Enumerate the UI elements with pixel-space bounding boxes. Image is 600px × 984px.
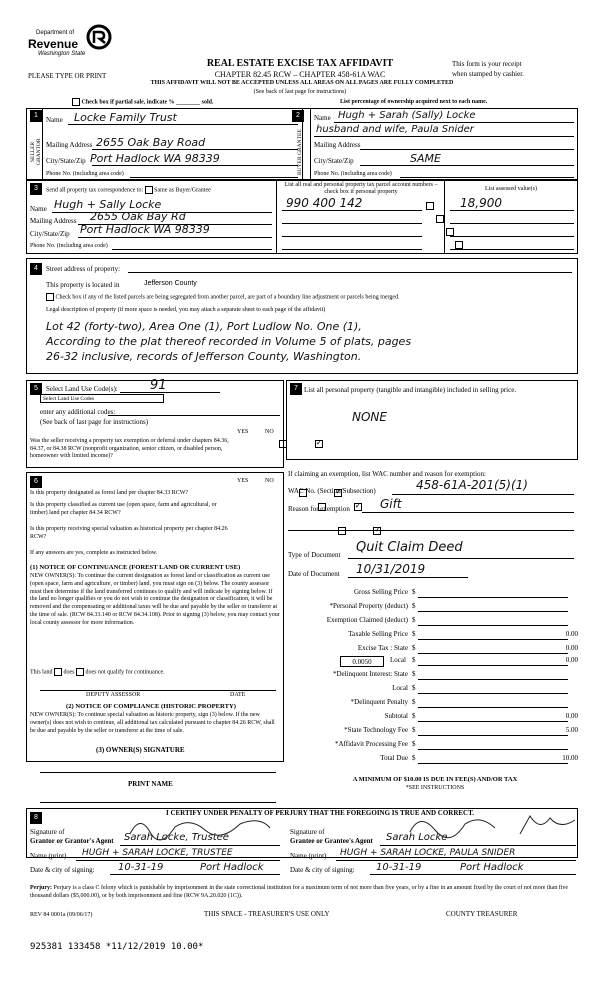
doc-date-label: Date of Document xyxy=(288,570,340,578)
qualify-row xyxy=(30,668,165,676)
assessed-value-1[interactable]: 18,900 xyxy=(460,196,502,210)
correspondence-row xyxy=(46,186,211,194)
taxable-selling-value: 0.00 xyxy=(565,630,578,638)
parcel-2-personal-checkbox[interactable] xyxy=(436,215,444,223)
ownership-list-label: List percentage of ownership acquired next to each name. xyxy=(340,99,488,105)
sec6-no-header: NO xyxy=(265,478,274,484)
location-county: Jefferson County xyxy=(144,280,197,287)
location-label: This property is located in xyxy=(46,281,120,289)
historic-no-checkbox[interactable] xyxy=(373,527,381,535)
logo-emblem-icon xyxy=(86,24,112,50)
parcels-header: List all real and personal property tax parcel account numbers – check box if personal property xyxy=(284,182,438,195)
section-2-number: 2 xyxy=(292,110,304,122)
delinquent-penalty-row: *Delinquent Penalty $ xyxy=(288,698,578,710)
local-label: Local xyxy=(390,656,406,664)
tech-fee-row: *State Technology Fee $ 5.00 xyxy=(344,726,578,734)
grantor-agent-signature[interactable]: Sarah Locke, Trustee xyxy=(124,832,229,843)
notice-continuance-body: NEW OWNER(S): To continue the current designation as forest land or classification as current use (open space, farm and agriculture, or timber) land, you must sign on (3) below. The county assessor must then determine if the land transferred continues to qualify and will indicate by signing below. If the land no longer qualifies or you do not wish to continue the designation or classification, it will be removed and the compensating or additional taxes will be due and payable by the seller or transferor at the time of sale. (RCW 84.33.140 or RCW 84.34.108). Prior to signing (3) below, you may contact your local county assessor for more information. xyxy=(30,573,280,626)
doc-date[interactable]: 10/31/2019 xyxy=(356,562,426,576)
parcel-1[interactable]: 990 400 142 xyxy=(286,196,363,210)
perjury-text: Perjury is a class C felony which is punishable by imprisonment in the state correctional institution for a maximum term of not more than five years, or by a fine in an amount fixed by the court of not more than five thousand dollars ($5,000.00), or by both imprisonment and fine (RCW 9A.20.020 (1C)). xyxy=(30,885,569,899)
delinquent-local-row: Local $ xyxy=(288,684,578,696)
forest-question: Is this property designated as forest land per chapter 84.33 RCW? xyxy=(30,490,189,496)
if-yes-note: If any answers are yes, complete as instructed below. xyxy=(30,550,158,556)
grantee-print-name[interactable]: HUGH + SARAH LOCKE, PAULA SNIDER xyxy=(340,848,516,858)
corr-mailing-label: Mailing Address xyxy=(30,217,77,225)
historic-yes-checkbox[interactable] xyxy=(338,527,346,535)
buyer-phone-label: Phone No. (including area code) xyxy=(314,171,392,177)
same-as-buyer-checkbox[interactable] xyxy=(145,186,153,194)
does-label: does xyxy=(63,669,75,676)
form-notice: THIS AFFIDAVIT WILL NOT BE ACCEPTED UNLESS ALL AREAS ON ALL PAGES ARE FULLY COMPLETED xyxy=(150,80,454,86)
county-treasurer: COUNTY TREASURER xyxy=(446,910,518,918)
wac-number[interactable]: 458-61A-201(5)(1) xyxy=(416,478,528,492)
seller-side-label: SELLER GRANTOR xyxy=(30,138,42,166)
land-use-select[interactable] xyxy=(40,394,164,403)
grantee-date[interactable]: 10-31-19 xyxy=(376,862,422,873)
this-land-label: This land xyxy=(30,669,53,676)
excise-state-value: 0.00 xyxy=(565,644,578,652)
grantee-date-city-label: Date & city of signing: xyxy=(290,866,355,874)
wac-label: WAC No. (Section/Subsection) xyxy=(288,487,376,495)
land-use-label: Select Land Use Code(s): xyxy=(46,385,118,393)
delinquent-interest-label: *Delinquent Interest: State xyxy=(332,670,408,678)
excise-state-row: Excise Tax : State $ 0.00 xyxy=(357,644,578,652)
does-not-checkbox[interactable] xyxy=(76,668,84,676)
tech-fee-label: *State Technology Fee xyxy=(344,726,408,734)
corr-mailing[interactable]: 2655 Oak Bay Rd xyxy=(90,210,186,223)
corr-name-label: Name xyxy=(30,205,47,213)
local-value: 0.00 xyxy=(565,656,578,664)
buyer-mailing-label: Mailing Address xyxy=(314,141,361,149)
same-as-buyer-label: Same as Buyer/Grantee xyxy=(154,187,211,194)
receipt-line2: when stamped by cashier. xyxy=(452,70,524,78)
grantee-city[interactable]: Port Hadlock xyxy=(460,862,524,873)
deputy-assessor-label: DEPUTY ASSESSOR xyxy=(86,692,141,698)
street-address-label: Street address of property: xyxy=(46,265,121,273)
owner-signature-label: (3) OWNER(S) SIGNATURE xyxy=(96,746,185,754)
grantor-print-name[interactable]: HUGH + SARAH LOCKE, TRUSTEE xyxy=(82,848,233,858)
dor-logo xyxy=(26,22,116,64)
legal-description-label: Legal description of property (if more space is needed, you may attach a separate sheet to each page of the affidavit) xyxy=(46,307,326,313)
delinquent-penalty-label: *Delinquent Penalty xyxy=(350,698,408,706)
treasurer-space: THIS SPACE - TREASURER'S USE ONLY xyxy=(204,910,330,918)
personal-property[interactable]: NONE xyxy=(352,410,387,424)
legal-description-line1[interactable]: Lot 42 (forty-two), Area One (1), Port Ludlow No. One (1), xyxy=(46,320,362,333)
subtotal-row: Subtotal $ 0.00 xyxy=(384,712,578,720)
grantee-agent-label: Grantee or Grantee's Agent xyxy=(290,837,373,845)
segregated-label: Check box if any of the listed parcels are being segregated from another parcel, are part of a boundary line adjustment or parcels being merged. xyxy=(55,294,400,301)
section-3-number: 3 xyxy=(30,183,42,195)
deputy-date-label: DATE xyxy=(230,692,246,698)
sec6-yes-header: YES xyxy=(237,478,249,484)
form-instructions: (See back of last page for instructions) xyxy=(253,89,347,95)
local-rate: 0.0050 xyxy=(352,658,372,666)
grantor-city[interactable]: Port Hadlock xyxy=(200,862,264,873)
certify-statement: I CERTIFY UNDER PENALTY OF PERJURY THAT THE FOREGOING IS TRUE AND CORRECT. xyxy=(165,809,474,817)
grantee-name-label: Name (print) xyxy=(290,852,327,860)
see-instructions-note: *SEE INSTRUCTIONS xyxy=(405,785,465,791)
buyer-name-label: Name xyxy=(314,114,331,122)
gross-selling-row: Gross Selling Price $ xyxy=(288,588,578,600)
segregated-row xyxy=(46,293,400,301)
exemption-question: Was the seller receiving a property tax exemption or deferral under chapters 84.36, 84.37, or 84.38 RCW (nonprofit organization, senior citizen, or disabled person, homeowner with limited income)? xyxy=(30,438,229,459)
notice-compliance-body: NEW OWNER(S): To continue special valuation as historic property, sign (3) below. If the new owner(s) does not wish to continue, all additional tax calculated pursuant to chapter 84.26 RCW, shall be due and payable by the seller or transferor at the time of sale. xyxy=(30,712,275,734)
partial-sale-row xyxy=(72,98,214,106)
taxable-selling-label: Taxable Selling Price xyxy=(348,630,408,638)
perjury-bold: Perjury: xyxy=(30,885,52,891)
doc-type[interactable]: Quit Claim Deed xyxy=(356,540,463,555)
gross-selling-label: Gross Selling Price xyxy=(353,588,408,596)
type-or-print: PLEASE TYPE OR PRINT xyxy=(28,72,107,80)
total-due-row: Total Due $ 10.00 xyxy=(380,754,578,762)
section-5-number: 5 xyxy=(30,383,42,395)
current-use-question: Is this property classified as current use (open space, farm and agricultural, or timber) land per chapter 84.34 RCW? xyxy=(30,502,217,516)
seller-name-label: Name xyxy=(46,116,63,124)
delinquent-local-label: Local xyxy=(392,684,408,692)
minimum-fee-note: A MINIMUM OF $10.00 IS DUE IN FEE(S) AND/OR TAX xyxy=(352,776,518,783)
legal-description-line3[interactable]: 26-32 inclusive, records of Jefferson County, Washington. xyxy=(46,350,362,363)
tech-fee-value: 5.00 xyxy=(565,726,578,734)
seller-mailing-label: Mailing Address xyxy=(46,141,93,149)
partial-sale-label: Check box if partial sale, indicate % ________ sold. xyxy=(81,99,214,106)
current-use-no-checkbox[interactable] xyxy=(354,503,362,511)
notice-compliance-title: (2) NOTICE OF COMPLIANCE (HISTORIC PROPERTY) xyxy=(66,703,236,710)
treasurer-stamp: 925381 133458 *11/12/2019 10.00* xyxy=(30,942,204,952)
personal-property-row: *Personal Property (deduct) $ xyxy=(288,602,578,614)
form-title: REAL ESTATE EXCISE TAX AFFIDAVIT xyxy=(206,58,394,69)
reason-label: Reason for exemption xyxy=(288,505,350,513)
delinquent-interest-row: *Delinquent Interest: State $ xyxy=(288,670,578,682)
taxable-selling-row: Taxable Selling Price $ 0.00 xyxy=(348,630,578,638)
buyer-name-line2[interactable]: husband and wife, Paula Snider xyxy=(316,124,474,135)
logo-state-text: Washington State xyxy=(38,51,86,57)
seller-city[interactable]: Port Hadlock WA 98339 xyxy=(90,152,220,165)
grantor-agent-label: Grantor or Grantor's Agent xyxy=(30,837,114,845)
seller-phone-label: Phone No. (including area code) xyxy=(46,171,124,177)
corr-phone-label: Phone No. (including area code) xyxy=(30,243,108,249)
personal-property-deduct-label: *Personal Property (deduct) xyxy=(329,602,408,610)
partial-sale-checkbox[interactable] xyxy=(72,98,80,106)
receipt-line1: This form is your receipt xyxy=(452,60,522,68)
grantee-sig-label: Signature of xyxy=(290,828,325,836)
excise-state-label: Excise Tax : State xyxy=(357,644,408,652)
seller-mailing[interactable]: 2655 Oak Bay Road xyxy=(96,136,206,149)
exemption-reason[interactable]: Gift xyxy=(380,497,402,511)
land-use-code[interactable]: 91 xyxy=(150,378,167,393)
seller-name[interactable]: Locke Family Trust xyxy=(74,111,177,124)
legal-description-line2[interactable]: According to the plat thereof recorded in Volume 5 of plats, pages xyxy=(46,335,412,348)
subtotal-value: 0.00 xyxy=(565,712,578,720)
subtotal-label: Subtotal xyxy=(384,712,408,720)
affidavit-fee-row: *Affidavit Processing Fee $ xyxy=(288,740,578,752)
section-4-number: 4 xyxy=(30,263,42,275)
buyer-city[interactable]: SAME xyxy=(410,152,441,165)
buyer-side-label: BUYER GRANTEE xyxy=(297,129,303,175)
logo-revenue-text: Revenue xyxy=(28,37,79,51)
excise-local-row: 0.0050 Local $ 0.00 xyxy=(288,656,578,668)
total-due-label: Total Due xyxy=(380,754,408,762)
assessed-header: List assessed value(s) xyxy=(485,186,537,192)
does-not-label: does not qualify for continuance. xyxy=(85,669,165,676)
grantee-agent-signature[interactable]: Sarah Locke xyxy=(386,832,448,843)
section-8-number: 8 xyxy=(30,812,42,824)
corr-city-label: City/State/Zip xyxy=(30,230,70,238)
notice-continuance-title: (1) NOTICE OF CONTINUANCE (FOREST LAND OR CURRENT USE) xyxy=(30,564,241,571)
section-1-number: 1 xyxy=(30,110,42,122)
form-revision: REV 84 0001a (09/06/17) xyxy=(30,912,93,918)
does-checkbox[interactable] xyxy=(54,668,62,676)
see-back-label: (See back of last page for instructions) xyxy=(40,418,149,426)
affidavit-fee-label: *Affidavit Processing Fee xyxy=(335,740,408,748)
buyer-name[interactable]: Hugh + Sarah (Sally) Locke xyxy=(338,110,476,121)
buyer-city-label: City/State/Zip xyxy=(314,157,354,165)
doc-type-label: Type of Document xyxy=(288,551,341,559)
segregated-checkbox[interactable] xyxy=(46,293,54,301)
exemption-claimed-label: Exemption Claimed (deduct) xyxy=(326,616,408,624)
additional-codes-label: enter any additional codes: xyxy=(40,408,116,416)
historic-question: Is this property receiving special valuation as historical property per chapter 84.26 RCW? xyxy=(30,526,228,540)
exemption-claim-label: If claiming an exemption, list WAC number and reason for exemption: xyxy=(288,470,486,478)
grantor-sig-label: Signature of xyxy=(30,828,65,836)
sec5-yes-header: YES xyxy=(237,429,249,435)
exemption-claimed-row: Exemption Claimed (deduct) $ xyxy=(288,616,578,628)
corr-name[interactable]: Hugh + Sally Locke xyxy=(54,198,162,211)
grantor-date-city-label: Date & city of signing: xyxy=(30,866,95,874)
section-6-number: 6 xyxy=(30,476,42,488)
total-due-value: 10.00 xyxy=(562,754,578,762)
sec5-no-header: NO xyxy=(265,429,274,435)
print-name-label: PRINT NAME xyxy=(128,780,173,788)
signature-scribbles xyxy=(120,812,580,842)
perjury-statement xyxy=(30,884,576,900)
local-rate-box xyxy=(340,656,384,667)
logo-dept-text: Department of xyxy=(36,30,75,36)
section-7-number: 7 xyxy=(290,383,302,395)
grantor-date[interactable]: 10-31-19 xyxy=(118,862,164,873)
correspondence-label: Send all property tax correspondence to: xyxy=(46,187,144,194)
land-use-select-label: Select Land Use Codes xyxy=(43,396,95,402)
form-subtitle: CHAPTER 82.45 RCW – CHAPTER 458-61A WAC xyxy=(214,70,386,79)
corr-city[interactable]: Port Hadlock WA 98339 xyxy=(80,223,210,236)
grantor-name-label: Name (print) xyxy=(30,852,67,860)
personal-property-label: List all personal property (tangible and intangible) included in selling price. xyxy=(304,386,517,394)
seller-city-label: City/State/Zip xyxy=(46,157,86,165)
parcel-1-personal-checkbox[interactable] xyxy=(426,202,434,210)
